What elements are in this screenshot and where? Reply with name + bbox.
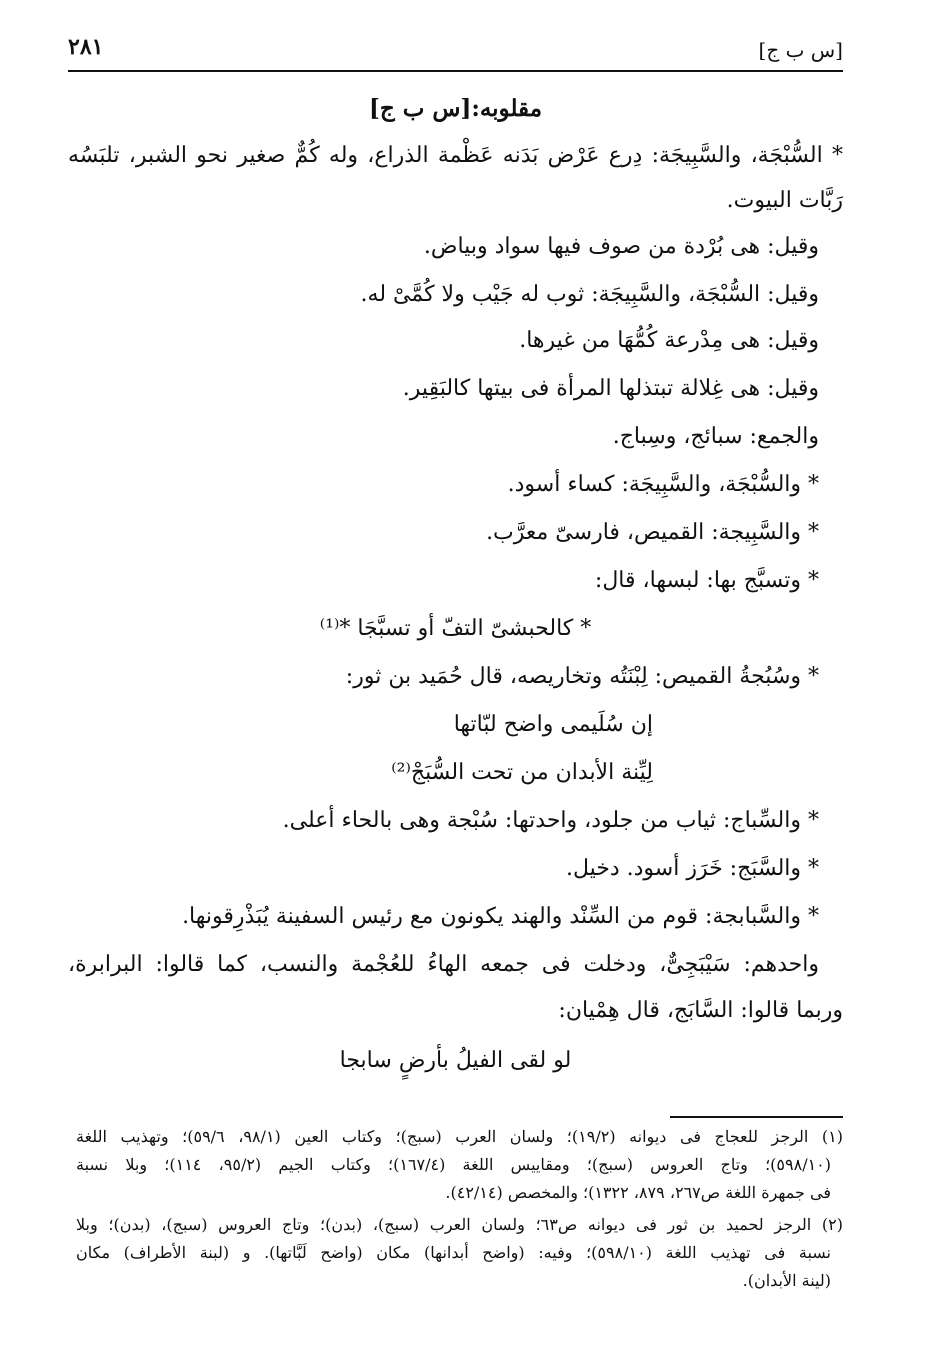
body-line: * السُّبْجَة، والسَّبِيجَة: دِرع عَرْض بَدَنه عَظْمة الذراع، وله كُمٌّ صغير نحو الشبر، تلبَسُه (68, 143, 843, 168)
footnote-rule (670, 1116, 843, 1118)
footnote-line: فى جمهرة اللغة ص٢٦٧، ٨٧٩، ١٣٢٢)؛ والمخصص (٤٢/١٤). (445, 1183, 831, 1202)
entry-title: مقلوبه:[س ب ج] (368, 95, 543, 122)
footnote-line: (لينة الأبدان). (742, 1271, 831, 1290)
body-line: * وسُبُجةُ القميص: لِبْنَتُه وتخاريصه، قال حُمَيد بن ثور: (345, 664, 819, 689)
footnote-line: (٢) الرجز لحميد بن ثور فى ديوانه ص٦٣؛ ولسان العرب (سبج)، (بدن)؛ وتاج العروس (سبج)، (بدن)؛ وبلا (76, 1215, 843, 1234)
verse-line: إن سُلَيمى واضح لبّاتها (453, 712, 653, 737)
running-head-root: [س ب ج] (758, 38, 843, 62)
body-line: وقيل: هى بُرْدة من صوف فيها سواد وبياض. (423, 234, 819, 259)
body-line: وقيل: هى مِدْرعة كُمُّهَا من غيرها. (519, 328, 819, 353)
body-line: * والسَّبابجة: قوم من السِّنْد والهند يكونون مع رئيس السفينة يُبَذْرِقونها. (182, 904, 819, 929)
verse-line: لو لقى الفيلُ بأرضٍ سابجا (339, 1048, 572, 1073)
verse-line: لِيِّنة الأبدان من تحت السُّبَجْ⁽²⁾ (391, 760, 653, 785)
body-line: * والسُّبْجَة، والسَّبِيجَة: كساء أسود. (507, 472, 819, 497)
body-line: * والسَّبَج: خَرَز أسود. دخيل. (565, 856, 819, 881)
body-line: وقيل: هى غِلالة تبتذلها المرأة فى بيتها كالبَقِير. (402, 376, 819, 401)
header-rule (68, 70, 843, 72)
body-line: والجمع: سبائج، وسِباج. (612, 424, 819, 449)
body-line: وربما قالوا: السَّابَج، قال هِمْيان: (558, 998, 843, 1023)
footnote-line: (٥٩٨/١٠)؛ وتاج العروس (سبج)؛ ومقاييس اللغة (١٦٧/٤)؛ وكتاب الجيم (٩٥/٢، ١١٤)؛ وبلا نسبة (76, 1155, 832, 1174)
body-line: وقيل: السُّبْجَة، والسَّبِيجَة: ثوب له جَيْب ولا كُمَّىْ له. (360, 282, 819, 307)
page-header (68, 30, 843, 70)
body-line: * وتسبَّج بها: لبسها، قال: (594, 568, 819, 593)
page-number: ٢٨١ (68, 34, 104, 60)
body-line: * والسِّباج: ثياب من جلود، واحدتها: سُبْجة وهى بالحاء أعلى. (282, 808, 819, 833)
body-line: * والسَّبِيجة: القميص، فارسىّ معرَّب. (486, 520, 819, 545)
footnote-line: (١) الرجز للعجاج فى ديوانه (١٩/٢)؛ ولسان العرب (سبج)؛ وكتاب العين (٩٨/١، ٥٩/٦)؛ وتهذيب اللغة (76, 1127, 843, 1146)
verse-line: * كالحبشىّ التفّ أو تسبَّجَا *⁽¹⁾ (319, 616, 592, 641)
body-line: رَبَّات البيوت. (726, 188, 843, 213)
footnote-line: نسبة فى تهذيب اللغة (٥٩٨/١٠)؛ وفيه: (واضح أبدانها) مكان (واضح لَبَّاتها). و (لبنة الأطراف) مكان (76, 1243, 831, 1262)
body-line: واحدهم: سَيْبَجِىٌّ، ودخلت فى جمعه الهاءُ للعُجْمة والنسب، كما قالوا: البرابرة، (68, 952, 819, 977)
